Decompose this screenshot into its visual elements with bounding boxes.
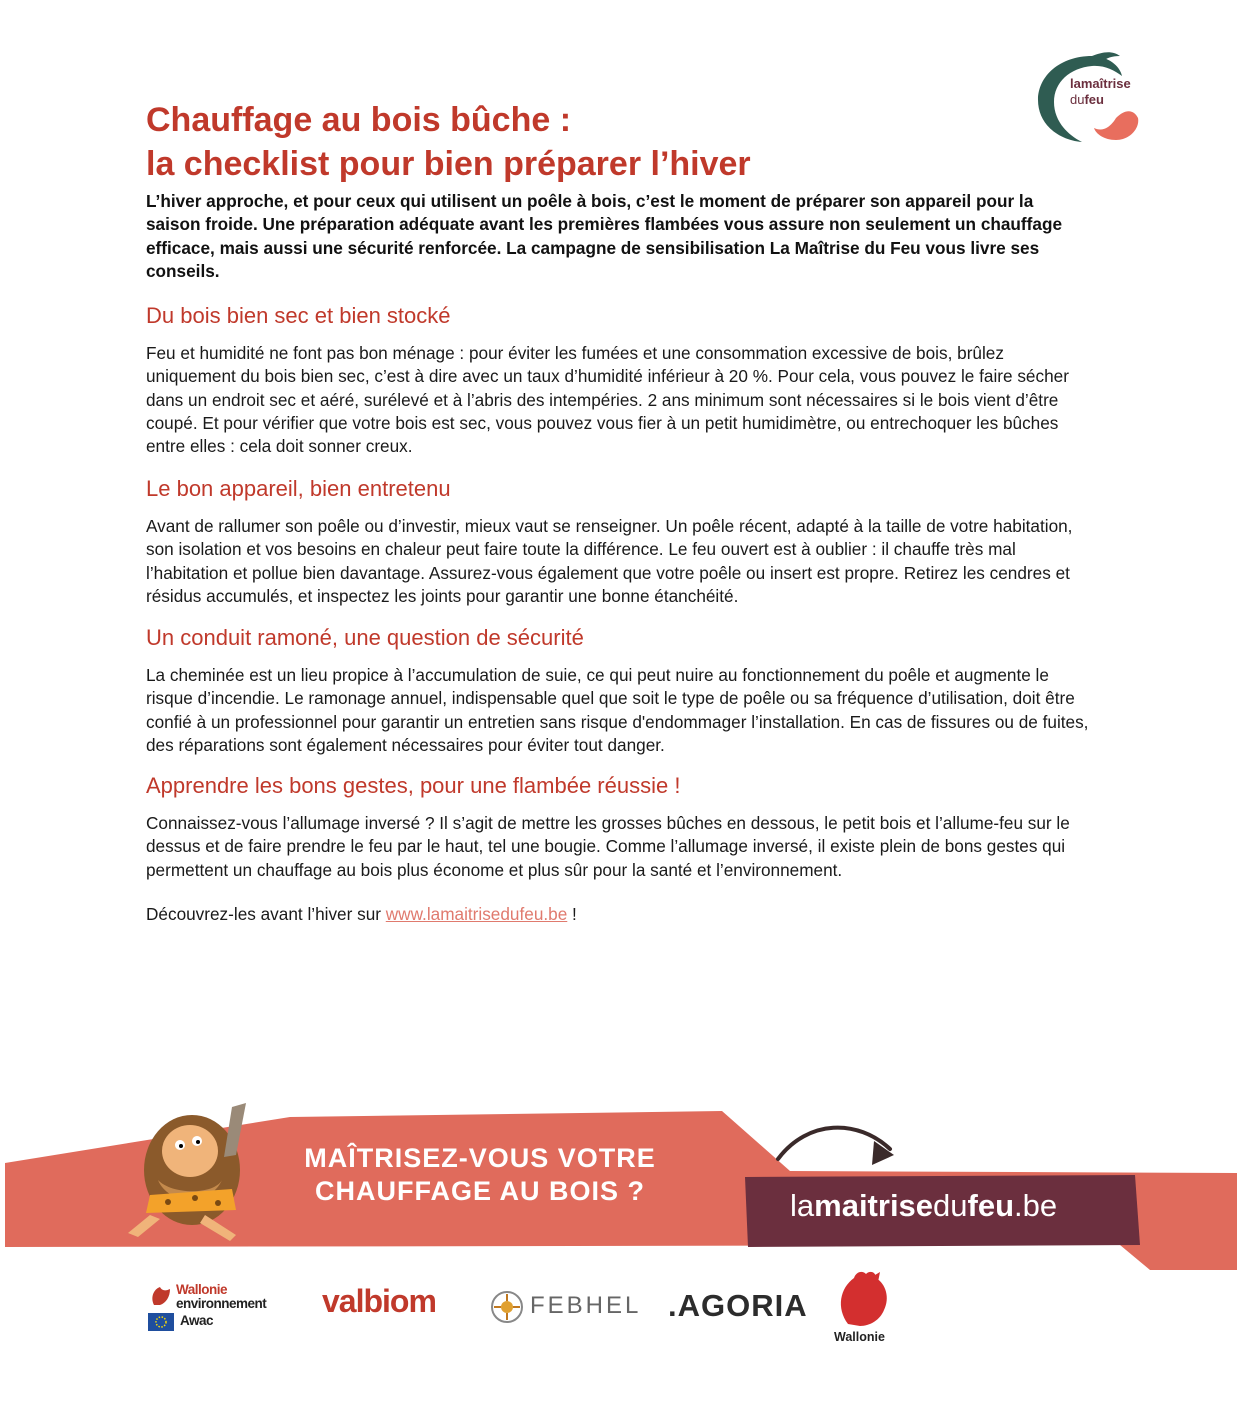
wallonie-text: Wallonie — [834, 1330, 885, 1344]
valbiom-logo: valbiom — [322, 1283, 436, 1319]
svg-text:lamaîtrise — [1070, 76, 1131, 91]
title-line-2: la checklist pour bien préparer l’hiver — [146, 145, 751, 183]
febhel-emblem-icon — [490, 1290, 524, 1324]
rooster-icon — [148, 1283, 174, 1309]
section-body: La cheminée est un lieu propice à l’accumulation de suie, ce qui peut nuire au fonctionnement du poêle et augmente le risque d’incendie. Le ramonage annuel, indispensable quel que soit le type de poêle ou sa fréquence d’utilisation, doit être confié à un professionnel pour garantir un entretien sans risque d'endommager l’installation. En cas de fissures ou de fuites, des réparations sont également nécessaires pour éviter tout danger. — [146, 665, 1089, 755]
logo-text-la: la — [1070, 76, 1081, 91]
svg-text:dufeu — [1070, 92, 1104, 107]
title-line-1: Chauffage au bois bûche : — [146, 101, 572, 139]
url-part-du: du — [933, 1188, 968, 1223]
intro-paragraph: L’hiver approche, et pour ceux qui utilisent un poêle à bois, c’est le moment de préparer son appareil pour la saison froide. Une préparation adéquate avant les premières flambées vous assure non seulement un chauffage efficace, mais aussi une sécurité renforcée. La campagne de sensibilisation La Maîtrise du Feu vous livre ses conseils. — [146, 191, 1062, 281]
url-part-be: .be — [1014, 1188, 1058, 1223]
logo-text-du: du — [1070, 92, 1085, 107]
section-body: Connaissez-vous l’allumage inversé ? Il s’agit de mettre les grosses bûches en dessous, le petit bois et l’allume-feu sur le dessus et de faire prendre le feu par le haut, tel une bougie. Comme l’allumage inversé, il existe plein de bons gestes qui permettent un chauffage au bois plus économe et plus sûr pour la santé et l’environnement. — [146, 813, 1070, 880]
section-heading: Du bois bien sec et bien stocké — [146, 303, 451, 328]
la-maitrise-du-feu-logo — [1030, 48, 1155, 148]
section-heading: Le bon appareil, bien entretenu — [146, 476, 451, 501]
logo-text-feu: feu — [1084, 92, 1104, 107]
wallonie-logo — [830, 1268, 900, 1348]
agoria-logo: .AGORIA — [668, 1288, 808, 1323]
wallonie-env-line-3: Awac — [180, 1313, 214, 1328]
febhel-text: FEBHEL — [530, 1292, 642, 1319]
url-part-feu: feu — [967, 1188, 1015, 1223]
banner-slogan — [270, 1142, 690, 1208]
section-body: Feu et humidité ne font pas bon ménage : pour éviter les fumées et une consommation excessive de bois, brûlez uniquement du bois bien sec, c’est à dire avec un taux d’humidité inférieur à 20 %. Pour cela, vous pouvez le faire sécher dans un endroit sec et aéré, surélevé et à l’abris des intempéries. 2 ans minimum sont nécessaires si le bois vient d’être coupé. Et pour vérifier que votre bois est sec, vous pouvez vous fier à un petit humidimètre, ou entrechoquer les bûches entre elles : cela doit sonner creux. — [146, 343, 1069, 457]
section-appareil — [146, 475, 1096, 608]
wallonie-environnement-logo — [148, 1283, 298, 1333]
wallonie-env-line-2: environnement — [176, 1296, 267, 1311]
section-body: Avant de rallumer son poêle ou d’investir, mieux vaut se renseigner. Un poêle récent, adapté à la taille de votre habitation, son isolation et vos besoins en chaleur peut faire toute la différence. Le feu ouvert est à oublier : il chauffe très mal l’habitation et pollue bien davantage. Assurez-vous également que votre poêle ou insert est propre. Retirez les cendres et résidus accumulés, et inspectez les joints pour garantir une bonne étanchéité. — [146, 516, 1073, 606]
slogan-line-2: CHAUFFAGE AU BOIS ? — [314, 1176, 645, 1206]
logo-text-maitrise: maîtrise — [1080, 76, 1131, 91]
outro-text-after: ! — [567, 904, 577, 924]
section-conduit — [146, 624, 1096, 757]
url-part-maitrise: maitrise — [814, 1188, 934, 1223]
eu-flag-icon — [148, 1313, 174, 1331]
section-heading: Apprendre les bons gestes, pour une flambée réussie ! — [146, 773, 681, 798]
url-part-la: la — [790, 1188, 815, 1223]
outro-paragraph — [146, 903, 577, 926]
website-link[interactable]: www.lamaitrisedufeu.be — [385, 904, 568, 924]
slogan-line-1: MAÎTRISEZ-VOUS VOTRE — [304, 1143, 656, 1173]
wallonie-rooster-icon — [830, 1268, 894, 1328]
section-heading: Un conduit ramoné, une question de sécurité — [146, 625, 584, 650]
page-title — [146, 98, 1046, 186]
section-bons-gestes — [146, 772, 1096, 882]
banner-url — [790, 1186, 1120, 1226]
outro-text-before: Découvrez-les avant l’hiver sur — [146, 904, 386, 924]
wallonie-env-line-1: Wallonie — [176, 1282, 228, 1297]
febhel-logo — [490, 1290, 650, 1326]
section-bois-sec — [146, 302, 1096, 458]
